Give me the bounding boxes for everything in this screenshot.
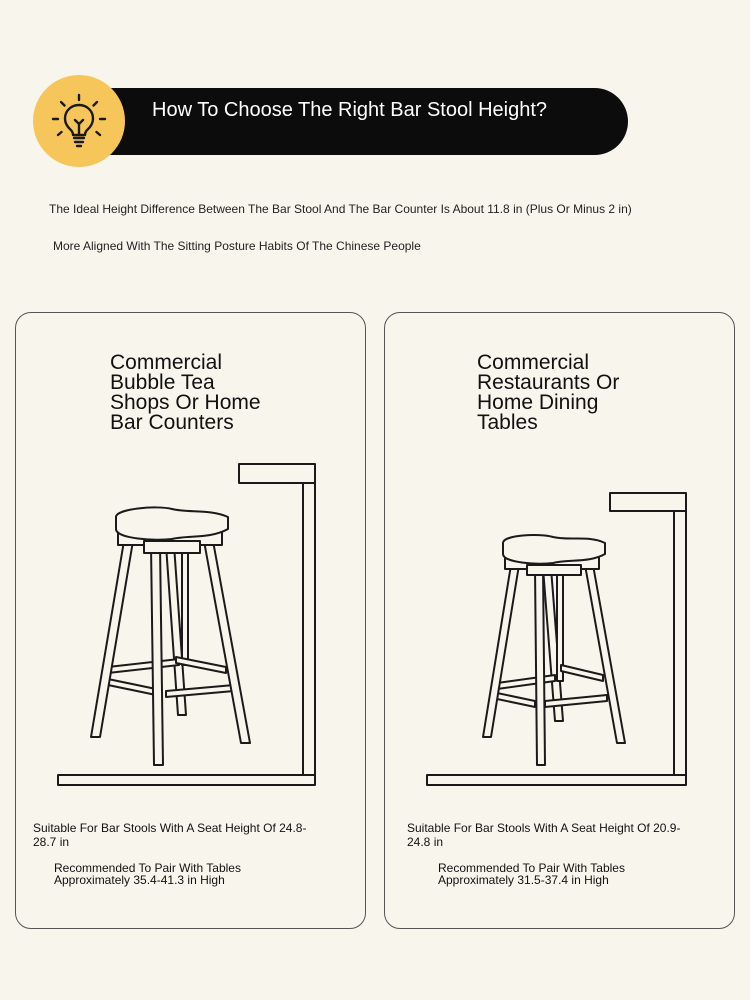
intro-line-1: The Ideal Height Difference Between The Bar Stool And The Bar Counter Is About 11.8 in (Plus Or Minus 2 in): [49, 202, 632, 216]
floor-base: [58, 775, 315, 785]
table-height-text: Recommended To Pair With Tables Approximately 31.5-37.4 in High: [438, 861, 625, 887]
table-top: [610, 493, 686, 511]
counter-post: [303, 483, 315, 775]
page-title: How To Choose The Right Bar Stool Height?: [152, 99, 548, 121]
table-height-text: Recommended To Pair With Tables Approximately 35.4-41.3 in High: [54, 861, 241, 887]
card-dining-table: [384, 312, 735, 929]
lightbulb-icon: [49, 91, 109, 151]
seat-height-text: Suitable For Bar Stools With A Seat Height Of 24.8-28.7 in: [33, 821, 307, 849]
card-bar-counter: [15, 312, 366, 929]
lightbulb-badge: [33, 75, 125, 167]
intro-line-2: More Aligned With The Sitting Posture Habits Of The Chinese People: [53, 239, 421, 253]
table-post: [674, 511, 686, 775]
seat-height-text: Suitable For Bar Stools With A Seat Height Of 20.9-24.8 in: [407, 821, 681, 849]
floor-base: [427, 775, 686, 785]
counter-top: [239, 464, 315, 483]
card-title: Commercial Restaurants Or Home Dining Tables: [477, 351, 620, 434]
card-title: Commercial Bubble Tea Shops Or Home Bar Counters: [110, 351, 261, 434]
